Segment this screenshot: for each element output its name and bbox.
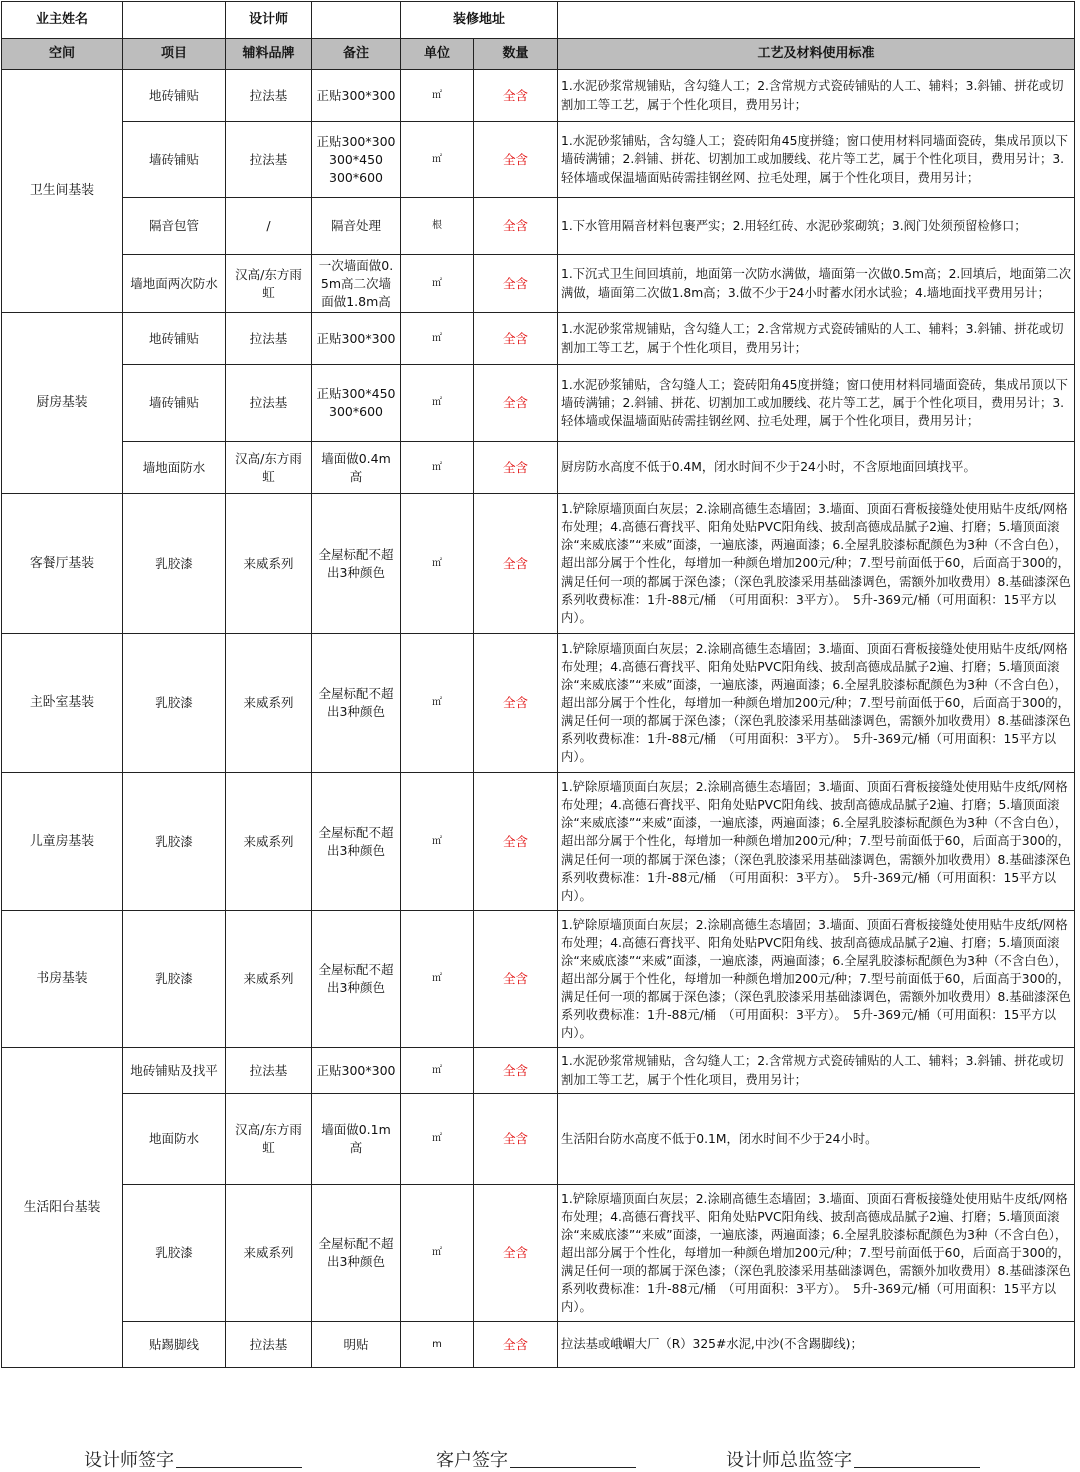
table-row — [2, 198, 1075, 255]
note-cell: 正贴300*300 — [312, 1048, 401, 1094]
qty-cell: 全含 — [474, 911, 558, 1048]
col-header-qty: 数量 — [474, 39, 558, 70]
standard-cell: 1.下水管用隔音材料包裹严实；2.用轻红砖、水泥砂浆砌筑；3.阀门处须预留检修口； — [558, 198, 1075, 255]
qty-cell: 全含 — [474, 70, 558, 122]
col-header-space: 空间 — [2, 39, 123, 70]
unit-cell: ㎡ — [401, 365, 474, 442]
item-cell: 墙砖铺贴 — [123, 365, 226, 442]
table-row — [2, 255, 1075, 313]
item-cell: 乳胶漆 — [123, 911, 226, 1048]
page-footer — [0, 1370, 1080, 1471]
brand-cell: 来威系列 — [226, 494, 312, 634]
item-cell: 墙地面防水 — [123, 442, 226, 494]
standard-cell: 厨房防水高度不低于0.4M，闭水时间不少于24小时，不含原地面回填找平。 — [558, 442, 1075, 494]
brand-cell: 汉高/东方雨虹 — [226, 442, 312, 494]
col-header-note: 备注 — [312, 39, 401, 70]
director-signature-label: 设计师总监签字 — [726, 1450, 852, 1471]
note-cell: 一次墙面做0.5m高二次墙面做1.8m高 — [312, 255, 401, 313]
item-cell: 地砖铺贴 — [123, 313, 226, 365]
director-signature-line — [854, 1467, 980, 1468]
standard-cell: 1.水泥砂浆铺贴，含勾缝人工；瓷砖阳角45度拼缝；窗口使用材料同墙面瓷砖，集成吊顶以下墙砖满铺；2.斜铺、拼花、切割加工或加腰线、花片等工艺，属于个性化项目，费用另计；3.轻体墙或保温墙面贴砖需挂钢丝网、拉毛处理，属于个性化项目，费用另计； — [558, 122, 1075, 198]
unit-cell: ㎡ — [401, 494, 474, 634]
note-cell: 墙面做0.1m高 — [312, 1094, 401, 1185]
designer-signature[interactable] — [84, 1446, 302, 1472]
space-cell: 生活阳台基装 — [2, 1048, 123, 1368]
space-cell: 厨房基装 — [2, 313, 123, 494]
brand-cell: 拉法基 — [226, 122, 312, 198]
note-cell: 正贴300*300 300*450 300*600 — [312, 122, 401, 198]
note-cell: 正贴300*300 — [312, 313, 401, 365]
table-row — [2, 442, 1075, 494]
space-cell: 客餐厅基装 — [2, 494, 123, 634]
col-header-unit: 单位 — [401, 39, 474, 70]
header-info-row — [2, 2, 1075, 39]
standard-cell: 1.铲除原墙顶面白灰层；2.涂刷高德生态墙固；3.墙面、顶面石膏板接缝处使用贴牛皮纸/网格布处理；4.高德石膏找平、阳角处贴PVC阳角线、披刮高德成品腻子2遍、打磨；5.墙顶面滚涂“来威底漆”“来威”面漆，一遍底漆，两遍面漆；6.全屋乳胶漆标配颜色为3种（不含白色），超出部分属于个性化，每增加一种颜色增加200元/种；7.型号前面低于60，后面高于300的，满足任何一项的都属于深色漆；（深色乳胶漆采用基础漆调色，需额外加收费用）8.基础漆深色系列收费标准：1升-88元/桶 （可用面积：3平方）。 5升-369元/桶（可用面积：15平方以内）。 — [558, 494, 1075, 634]
director-signature[interactable] — [726, 1446, 980, 1472]
column-header-row — [2, 39, 1075, 70]
brand-cell: 拉法基 — [226, 70, 312, 122]
brand-cell: 拉法基 — [226, 313, 312, 365]
qty-cell: 全含 — [474, 1322, 558, 1368]
item-cell: 地面防水 — [123, 1094, 226, 1185]
designer-signature-label: 设计师签字 — [84, 1450, 174, 1471]
qty-cell: 全含 — [474, 773, 558, 911]
standard-cell: 1.水泥砂浆常规铺贴，含勾缝人工；2.含常规方式瓷砖铺贴的人工、辅料；3.斜铺、拼花或切割加工等工艺，属于个性化项目，费用另计； — [558, 70, 1075, 122]
customer-signature-label: 客户签字 — [436, 1450, 508, 1471]
table-row — [2, 494, 1075, 634]
note-cell: 全屋标配不超出3种颜色 — [312, 1185, 401, 1322]
item-cell: 地砖铺贴 — [123, 70, 226, 122]
brand-cell: 拉法基 — [226, 1322, 312, 1368]
table-row — [2, 1322, 1075, 1368]
qty-cell: 全含 — [474, 442, 558, 494]
designer-label: 设计师 — [226, 2, 312, 39]
address-label: 装修地址 — [401, 2, 558, 39]
standard-cell: 1.水泥砂浆常规铺贴，含勾缝人工；2.含常规方式瓷砖铺贴的人工、辅料；3.斜铺、拼花或切割加工等工艺，属于个性化项目，费用另计； — [558, 313, 1075, 365]
standard-cell: 1.铲除原墙顶面白灰层；2.涂刷高德生态墙固；3.墙面、顶面石膏板接缝处使用贴牛皮纸/网格布处理；4.高德石膏找平、阳角处贴PVC阳角线、披刮高德成品腻子2遍、打磨；5.墙顶面滚涂“来威底漆”“来威”面漆，一遍底漆，两遍面漆；6.全屋乳胶漆标配颜色为3种（不含白色），超出部分属于个性化，每增加一种颜色增加200元/种；7.型号前面低于60，后面高于300的，满足任何一项的都属于深色漆；（深色乳胶漆采用基础漆调色，需额外加收费用）8.基础漆深色系列收费标准：1升-88元/桶 （可用面积：3平方）。 5升-369元/桶（可用面积：15平方以内）。 — [558, 634, 1075, 773]
item-cell: 乳胶漆 — [123, 1185, 226, 1322]
standard-cell: 1.铲除原墙顶面白灰层；2.涂刷高德生态墙固；3.墙面、顶面石膏板接缝处使用贴牛皮纸/网格布处理；4.高德石膏找平、阳角处贴PVC阳角线、披刮高德成品腻子2遍、打磨；5.墙顶面滚涂“来威底漆”“来威”面漆，一遍底漆，两遍面漆；6.全屋乳胶漆标配颜色为3种（不含白色），超出部分属于个性化，每增加一种颜色增加200元/种；7.型号前面低于60，后面高于300的，满足任何一项的都属于深色漆；（深色乳胶漆采用基础漆调色，需额外加收费用）8.基础漆深色系列收费标准：1升-88元/桶 （可用面积：3平方）。 5升-369元/桶（可用面积：15平方以内）。 — [558, 1185, 1075, 1322]
note-cell: 全屋标配不超出3种颜色 — [312, 634, 401, 773]
col-header-item: 项目 — [123, 39, 226, 70]
item-cell: 墙地面两次防水 — [123, 255, 226, 313]
col-header-standard: 工艺及材料使用标准 — [558, 39, 1075, 70]
table-row — [2, 773, 1075, 911]
unit-cell: ㎡ — [401, 255, 474, 313]
owner-name-value[interactable] — [123, 2, 226, 39]
table-row — [2, 911, 1075, 1048]
note-cell: 明贴 — [312, 1322, 401, 1368]
standard-cell: 1.铲除原墙顶面白灰层；2.涂刷高德生态墙固；3.墙面、顶面石膏板接缝处使用贴牛皮纸/网格布处理；4.高德石膏找平、阳角处贴PVC阳角线、披刮高德成品腻子2遍、打磨；5.墙顶面滚涂“来威底漆”“来威”面漆，一遍底漆，两遍面漆；6.全屋乳胶漆标配颜色为3种（不含白色），超出部分属于个性化，每增加一种颜色增加200元/种；7.型号前面低于60，后面高于300的，满足任何一项的都属于深色漆；（深色乳胶漆采用基础漆调色，需额外加收费用）8.基础漆深色系列收费标准：1升-88元/桶 （可用面积：3平方）。 5升-369元/桶（可用面积：15平方以内）。 — [558, 773, 1075, 911]
item-cell: 乳胶漆 — [123, 773, 226, 911]
note-cell: 正贴300*300 — [312, 70, 401, 122]
item-cell: 乳胶漆 — [123, 494, 226, 634]
qty-cell: 全含 — [474, 1048, 558, 1094]
unit-cell: ㎡ — [401, 1094, 474, 1185]
owner-name-label: 业主姓名 — [2, 2, 123, 39]
unit-cell: ㎡ — [401, 911, 474, 1048]
item-cell: 墙砖铺贴 — [123, 122, 226, 198]
unit-cell: ㎡ — [401, 634, 474, 773]
construction-standard-table — [1, 1, 1075, 1368]
item-cell: 贴踢脚线 — [123, 1322, 226, 1368]
item-cell: 地砖铺贴及找平 — [123, 1048, 226, 1094]
qty-cell: 全含 — [474, 494, 558, 634]
customer-signature-line — [510, 1467, 636, 1468]
standard-cell: 1.下沉式卫生间回填前，地面第一次防水满做，墙面第一次做0.5m高；2.回填后，地面第二次满做，墙面第二次做1.8m高；3.做不少于24小时蓄水闭水试验；4.墙地面找平费用另计； — [558, 255, 1075, 313]
table-row — [2, 1094, 1075, 1185]
unit-cell: ㎡ — [401, 1048, 474, 1094]
brand-cell: 来威系列 — [226, 634, 312, 773]
standard-cell: 拉法基或峨嵋大厂（R）325#水泥,中沙(不含踢脚线)； — [558, 1322, 1075, 1368]
qty-cell: 全含 — [474, 313, 558, 365]
item-cell: 乳胶漆 — [123, 634, 226, 773]
brand-cell: 来威系列 — [226, 1185, 312, 1322]
brand-cell: 拉法基 — [226, 365, 312, 442]
space-cell: 主卧室基装 — [2, 634, 123, 773]
brand-cell: 拉法基 — [226, 1048, 312, 1094]
note-cell: 正贴300*450 300*600 — [312, 365, 401, 442]
designer-value[interactable] — [312, 2, 401, 39]
brand-cell: 来威系列 — [226, 911, 312, 1048]
item-cell: 隔音包管 — [123, 198, 226, 255]
unit-cell: ㎡ — [401, 313, 474, 365]
address-value[interactable] — [558, 2, 1075, 39]
qty-cell: 全含 — [474, 365, 558, 442]
unit-cell: ㎡ — [401, 442, 474, 494]
standard-cell: 1.水泥砂浆常规铺贴，含勾缝人工；2.含常规方式瓷砖铺贴的人工、辅料；3.斜铺、拼花或切割加工等工艺，属于个性化项目，费用另计； — [558, 1048, 1075, 1094]
customer-signature[interactable] — [436, 1446, 636, 1472]
standard-cell: 1.水泥砂浆铺贴，含勾缝人工；瓷砖阳角45度拼缝；窗口使用材料同墙面瓷砖，集成吊顶以下墙砖满铺；2.斜铺、拼花、切割加工或加腰线、花片等工艺，属于个性化项目，费用另计；3.轻体墙或保温墙面贴砖需挂钢丝网、拉毛处理，属于个性化项目，费用另计； — [558, 365, 1075, 442]
qty-cell: 全含 — [474, 122, 558, 198]
unit-cell: ㎡ — [401, 773, 474, 911]
standard-cell: 1.铲除原墙顶面白灰层；2.涂刷高德生态墙固；3.墙面、顶面石膏板接缝处使用贴牛皮纸/网格布处理；4.高德石膏找平、阳角处贴PVC阳角线、披刮高德成品腻子2遍、打磨；5.墙顶面滚涂“来威底漆”“来威”面漆，一遍底漆，两遍面漆；6.全屋乳胶漆标配颜色为3种（不含白色），超出部分属于个性化，每增加一种颜色增加200元/种；7.型号前面低于60，后面高于300的，满足任何一项的都属于深色漆；（深色乳胶漆采用基础漆调色，需额外加收费用）8.基础漆深色系列收费标准：1升-88元/桶 （可用面积：3平方）。 5升-369元/桶（可用面积：15平方以内）。 — [558, 911, 1075, 1048]
space-cell: 卫生间基装 — [2, 70, 123, 313]
space-cell: 书房基装 — [2, 911, 123, 1048]
qty-cell: 全含 — [474, 634, 558, 773]
col-header-brand: 辅料品牌 — [226, 39, 312, 70]
brand-cell: / — [226, 198, 312, 255]
brand-cell: 来威系列 — [226, 773, 312, 911]
note-cell: 全屋标配不超出3种颜色 — [312, 911, 401, 1048]
qty-cell: 全含 — [474, 255, 558, 313]
note-cell: 隔音处理 — [312, 198, 401, 255]
unit-cell: m — [401, 1322, 474, 1368]
table-row — [2, 122, 1075, 198]
qty-cell: 全含 — [474, 198, 558, 255]
note-cell: 全屋标配不超出3种颜色 — [312, 773, 401, 911]
table-row — [2, 634, 1075, 773]
space-cell: 儿童房基装 — [2, 773, 123, 911]
unit-cell: ㎡ — [401, 70, 474, 122]
qty-cell: 全含 — [474, 1094, 558, 1185]
brand-cell: 汉高/东方雨虹 — [226, 255, 312, 313]
qty-cell: 全含 — [474, 1185, 558, 1322]
designer-signature-line — [176, 1467, 302, 1468]
brand-cell: 汉高/东方雨虹 — [226, 1094, 312, 1185]
table-row — [2, 1048, 1075, 1094]
table-row — [2, 365, 1075, 442]
unit-cell: 根 — [401, 198, 474, 255]
table-row — [2, 313, 1075, 365]
quotation-sheet — [1, 1, 1074, 1368]
note-cell: 墙面做0.4m高 — [312, 442, 401, 494]
unit-cell: ㎡ — [401, 1185, 474, 1322]
unit-cell: ㎡ — [401, 122, 474, 198]
table-row — [2, 1185, 1075, 1322]
note-cell: 全屋标配不超出3种颜色 — [312, 494, 401, 634]
standard-cell: 生活阳台防水高度不低于0.1M，闭水时间不少于24小时。 — [558, 1094, 1075, 1185]
table-row — [2, 70, 1075, 122]
